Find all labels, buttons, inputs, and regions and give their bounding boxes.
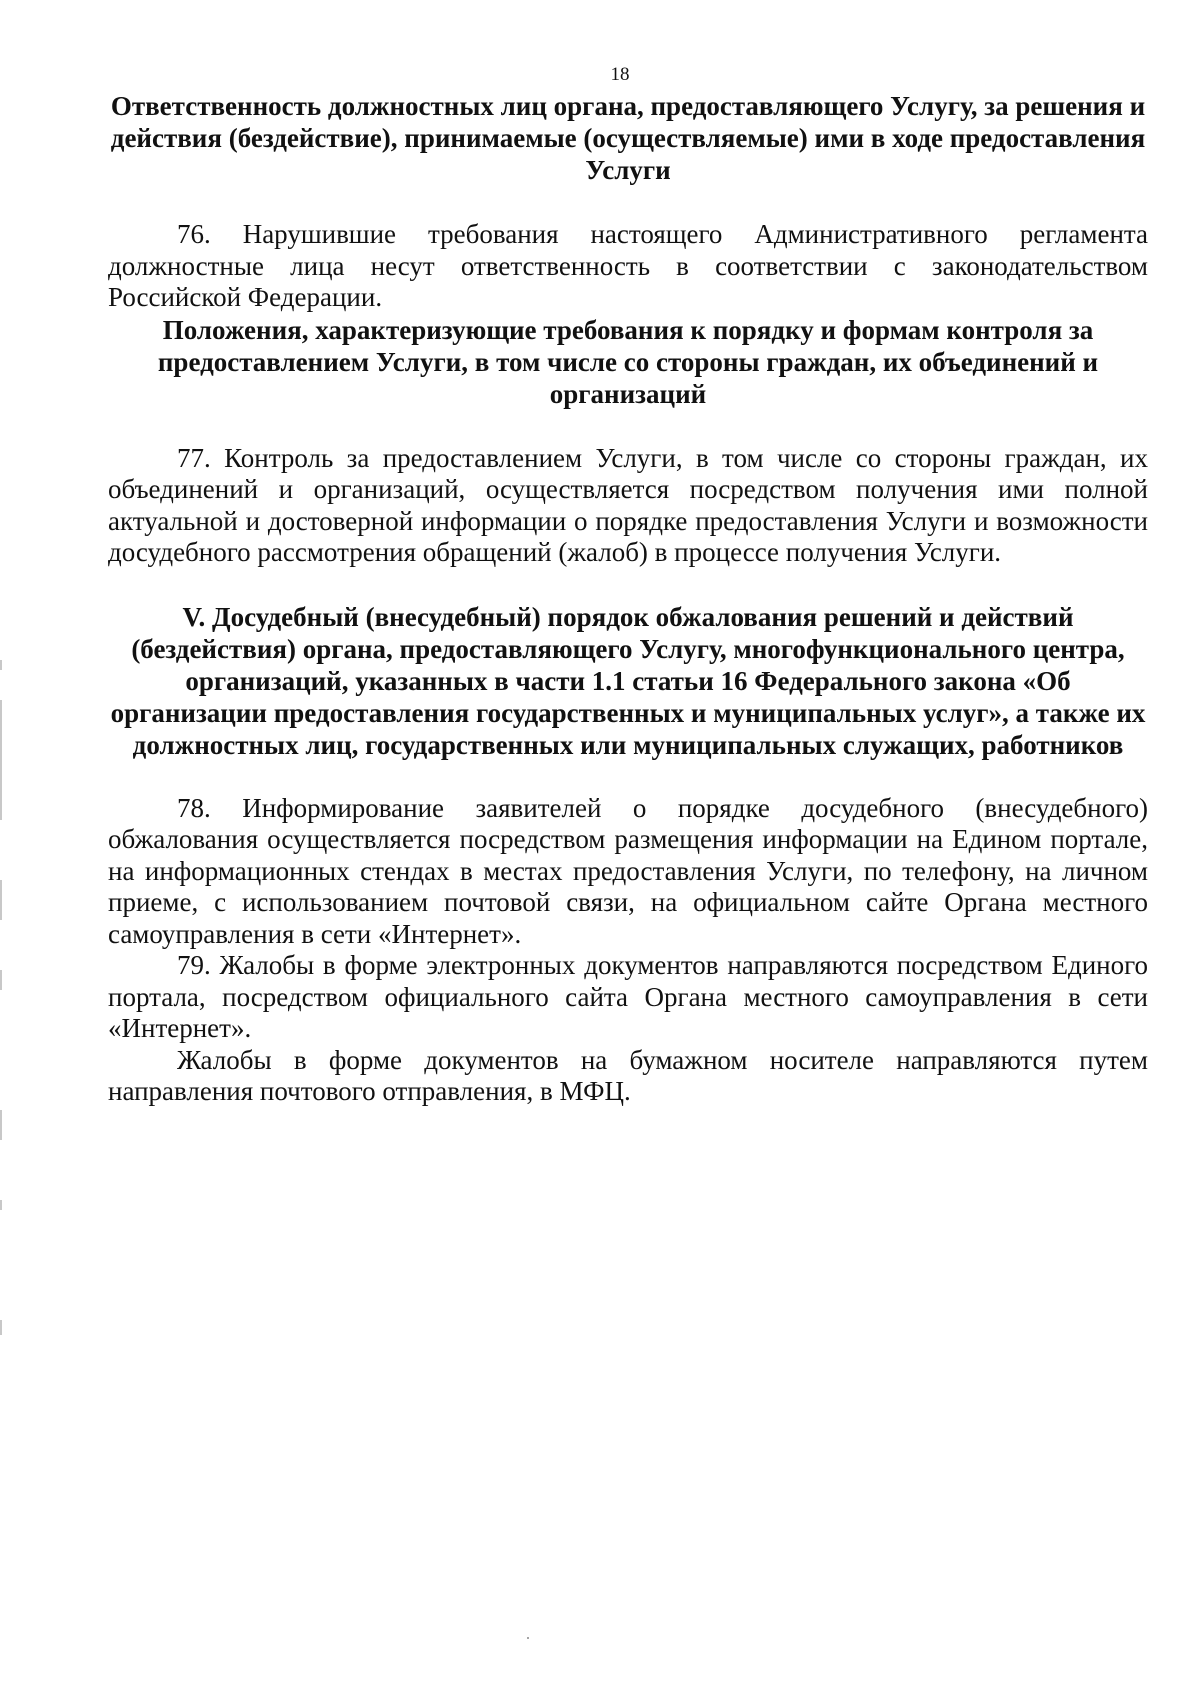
scan-edge-mark (0, 970, 2, 990)
spacer (108, 410, 1148, 443)
scan-speck (527, 1637, 529, 1639)
spacer (108, 569, 1148, 601)
spacer (108, 761, 1148, 793)
page-number: 18 (610, 64, 630, 85)
paragraph-79-continuation: Жалобы в форме документов на бумажном носителе направляются путем направления почтового отправления, в МФЦ. (108, 1044, 1148, 1106)
section-heading-control: Положения, характеризующие требования к порядку и формам контроля за предоставлением Услуги, в том числе со стороны граждан, их объединений и организаций (157, 314, 1099, 409)
scan-edge-marks (0, 640, 3, 1440)
paragraph-77: 77. Контроль за предоставлением Услуги, в том числе со стороны граждан, их объединений и организаций, осуществляется посредством получения ими полной актуальной и достоверной информации о порядке предоставления Услуги и возможности досудебного рассмотрения обращений (жалоб) в процессе получения Услуги. (108, 442, 1148, 567)
spacer (108, 186, 1148, 219)
scan-edge-mark (0, 1110, 2, 1140)
scan-edge-mark (0, 880, 2, 920)
paragraph-78: 78. Информирование заявителей о порядке досудебного (внесудебного) обжалования осуществляется посредством размещения информации на Едином портале, на информационных стендах в местах предоставления Услуги, по телефону, на личном приеме, с использованием почтовой связи, на официальном сайте Органа местного самоуправления в сети «Интернет». (108, 792, 1148, 949)
section-heading-appeal: V. Досудебный (внесудебный) порядок обжалования решений и действий (бездействия) органа, предоставляющего Услугу, многофункционального центра, организаций, указанных в части 1.1 статьи 16 Федерального закона «Об организации предоставления государственных и муниципальных услуг», а также их должностных лиц, государственных или муниципальных служащих, работников (110, 601, 1146, 760)
scan-edge-mark (0, 700, 2, 820)
paragraph-79: 79. Жалобы в форме электронных документов направляются посредством Единого портала, посредством официального сайта Органа местного самоуправления в сети «Интернет». (108, 950, 1148, 1043)
scan-edge-mark (0, 660, 2, 670)
scan-edge-mark (0, 1200, 2, 1210)
scan-edge-mark (0, 1320, 2, 1335)
paragraph-76: 76. Нарушившие требования настоящего Административного регламента должностные лица несут ответственность в соответствии с законодательством Российской Федерации. (108, 219, 1148, 312)
document-body (108, 90, 1148, 1108)
section-heading-responsibility: Ответственность должностных лиц органа, предоставляющего Услугу, за решения и действия (бездействие), принимаемые (осуществляемые) ими в ходе предоставления Услуги (110, 91, 1146, 185)
